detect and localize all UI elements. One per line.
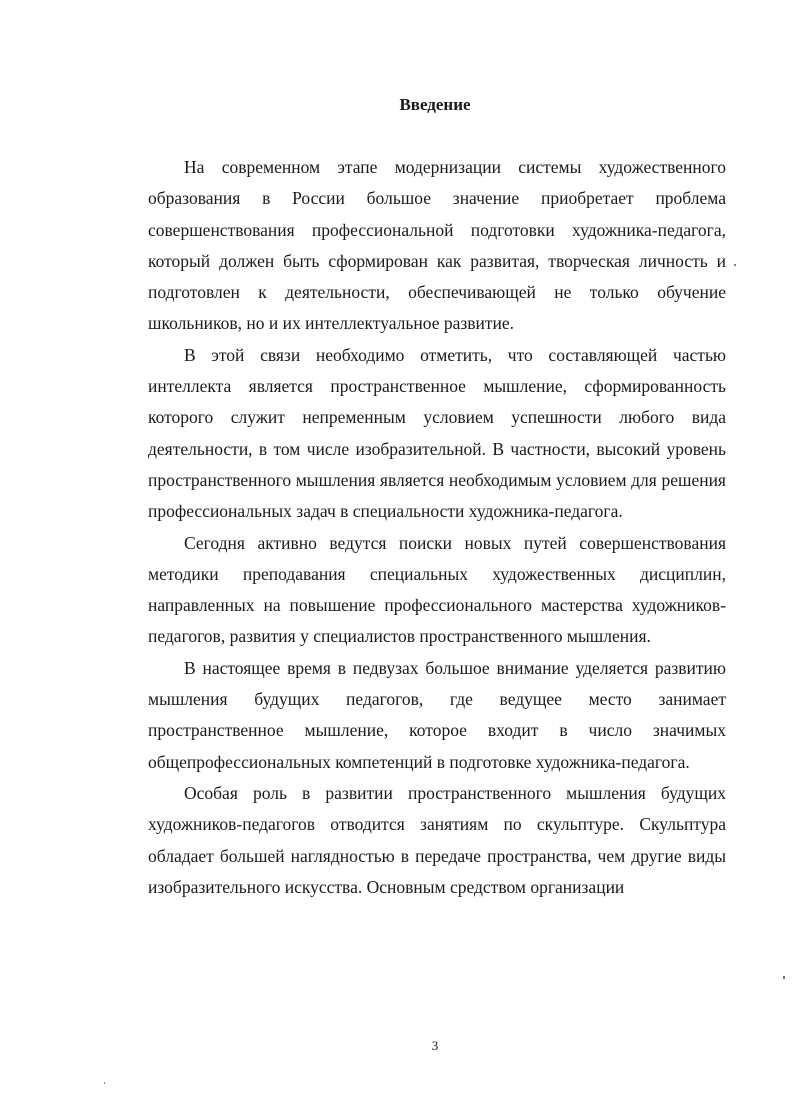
scan-speck	[783, 976, 785, 979]
paragraph-5: Особая роль в развитии пространственного мышления будущих художников-педагогов отводится занятиям по скульптуре. Скульптура обладает большей наглядностью в передаче пространства, чем другие виды изобразительного искусства. Основным средством организации	[148, 782, 726, 897]
body-text	[148, 152, 726, 903]
page-number: 3	[431, 1038, 439, 1053]
paragraph-3: Сегодня активно ведутся поиски новых путей совершенствования методики преподавания специальных художественных дисциплин, направленных на повышение профессионального мастерства художников-педагогов, развития у специалистов пространственного мышления.	[148, 532, 726, 647]
scan-speck	[104, 1082, 105, 1084]
paragraph-1: На современном этапе модернизации системы художественного образования в России большое значение приобретает проблема совершенствования профессиональной подготовки художника-педагога, который должен быть сформирован как развитая, творческая личность и подготовлен к деятельности, обеспечивающей не только обучение школьников, но и их интеллектуальное развитие.	[148, 157, 726, 334]
page-title: Введение	[399, 95, 471, 114]
paragraph-4: В настоящее время в педвузах большое внимание уделяется развитию мышления будущих педагогов, где ведущее место занимает пространственное мышление, которое входит в число значимых общепрофессиональных компетенций в подготовке художника-педагога.	[148, 657, 726, 772]
scan-speck	[734, 264, 736, 266]
paragraph-2: В этой связи необходимо отметить, что составляющей частью интеллекта является пространственное мышление, сформированность которого служит непременным условием успешности любого вида деятельности, в том числе изобразительной. В частности, высокий уровень пространственного мышления является необходимым условием для решения профессиональных задач в специальности художника-педагога.	[148, 344, 726, 522]
